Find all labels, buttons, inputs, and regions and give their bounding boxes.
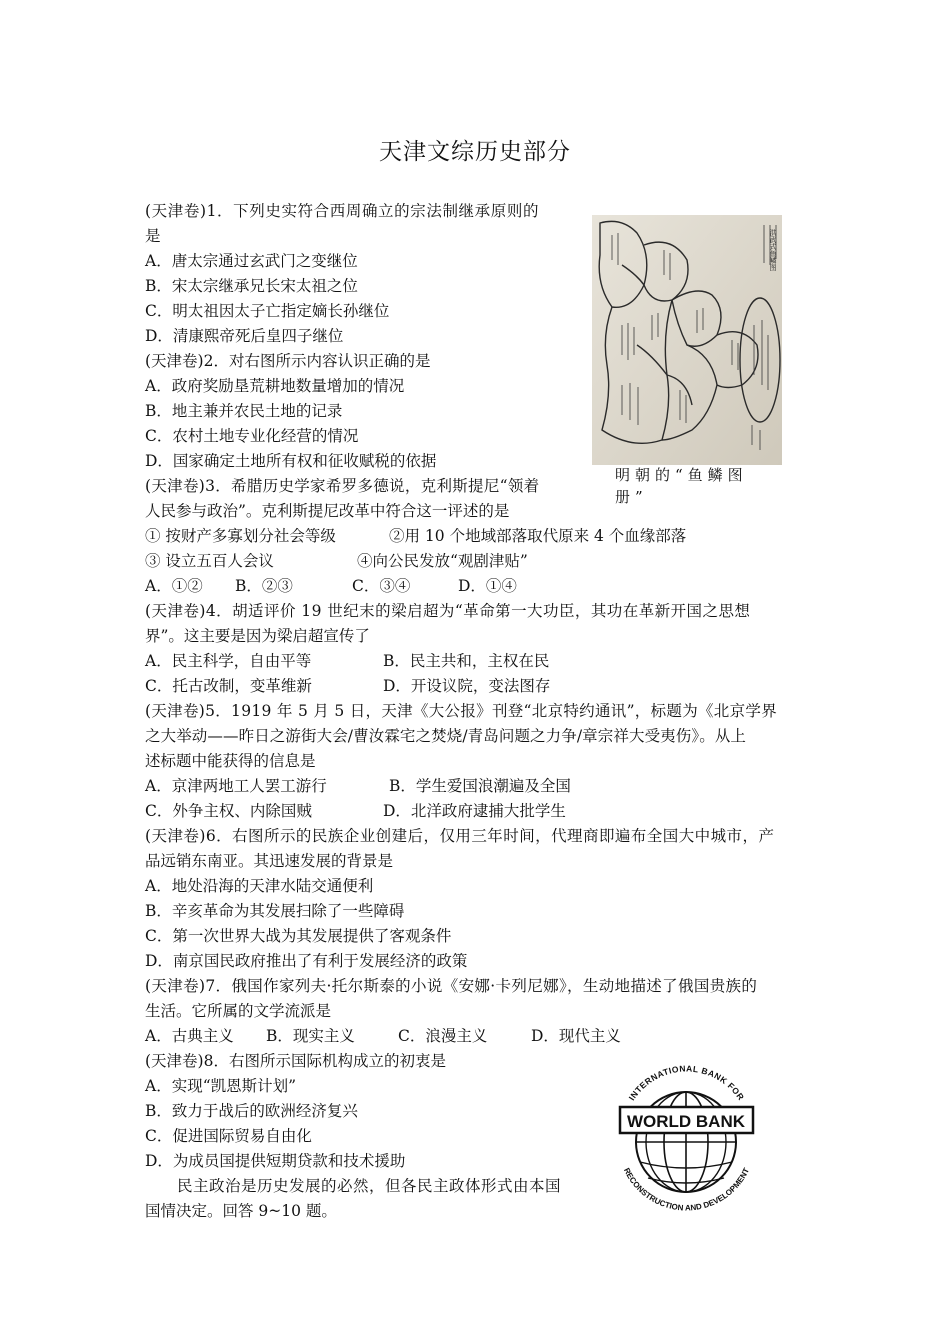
section-intro: 民主政治是历史发展的必然，但各民主政体形式由本国 bbox=[177, 1177, 562, 1195]
question-3-item-2: ②用 10 个地域部落取代原来 4 个血缘部落 bbox=[389, 527, 687, 545]
question-7-option-d: D．现代主义 bbox=[531, 1027, 621, 1045]
question-7-option-a: A．古典主义 bbox=[145, 1027, 234, 1045]
page-title: 天津文综历史部分 bbox=[379, 139, 571, 165]
question-3-option-b: B．②③ bbox=[235, 577, 293, 595]
question-2-option-b: B．地主兼并农民土地的记录 bbox=[145, 402, 343, 420]
question-5-stem: (天津卷)5．1919 年 5 月 5 日，天津《大公报》刊登“北京特约通讯”，标题为《北京学界 bbox=[145, 702, 778, 720]
question-4-option-d: D．开设议院，变法图存 bbox=[383, 677, 551, 695]
question-7-option-b: B．现实主义 bbox=[266, 1027, 355, 1045]
question-5-stem-cont-2: 述标题中能获得的信息是 bbox=[145, 752, 316, 770]
question-3-stem-cont: 人民参与政治”。克利斯提尼改革中符合这一评述的是 bbox=[145, 502, 510, 520]
question-5-stem-cont: 之大举动——昨日之游街大会/曹汝霖宅之焚烧/青岛问题之力争/章宗祥大受夷伤》。从上 bbox=[145, 727, 747, 745]
question-1-option-a: A．唐太宗通过玄武门之变继位 bbox=[145, 252, 358, 270]
question-1-option-b: B．宋太宗继承兄长宋太祖之位 bbox=[145, 277, 358, 295]
question-3-item-3: ③ 设立五百人会议 bbox=[145, 552, 274, 570]
question-6-option-d: D．南京国民政府推出了有利于发展经济的政策 bbox=[145, 952, 468, 970]
question-6-stem: (天津卷)6．右图所示的民族企业创建后，仅用三年时间，代理商即遍布全国大中城市，产 bbox=[145, 827, 775, 845]
question-1-option-c: C．明太祖因太子亡指定嫡长孙继位 bbox=[145, 302, 390, 320]
question-6-option-b: B．辛亥革命为其发展扫除了一些障碍 bbox=[145, 902, 405, 920]
question-8-option-a: A．实现“凯恩斯计划” bbox=[145, 1077, 297, 1095]
question-8-option-c: C．促进国际贸易自由化 bbox=[145, 1127, 312, 1145]
question-4-option-a: A．民主科学，自由平等 bbox=[145, 652, 312, 670]
question-6-stem-cont: 品远销东南亚。其迅速发展的背景是 bbox=[145, 852, 394, 870]
figure-1-caption: 明朝的“鱼鳞图册” bbox=[615, 466, 748, 506]
question-4-stem: (天津卷)4．胡适评价 19 世纪末的梁启超为“革命第一大功臣，其功在革新开国之思想 bbox=[145, 602, 751, 620]
question-6-option-c: C．第一次世界大战为其发展提供了客观条件 bbox=[145, 927, 452, 945]
question-1-option-d: D．清康熙帝死后皇四子继位 bbox=[145, 327, 344, 345]
question-1-stem-cont: 是 bbox=[145, 227, 161, 245]
question-2-option-a: A．政府奖励垦荒耕地数量增加的情况 bbox=[145, 377, 405, 395]
world-bank-ring-bottom-text: RECONSTRUCTION AND DEVELOPMENT bbox=[621, 1166, 752, 1212]
question-5-option-d: D．北洋政府逮捕大批学生 bbox=[383, 802, 566, 820]
question-7-stem: (天津卷)7．俄国作家列夫·托尔斯泰的小说《安娜·卡列尼娜》，生动地描述了俄国贵族的 bbox=[145, 977, 758, 995]
question-3-item-1: ① 按财产多寡划分社会等级 bbox=[145, 527, 336, 545]
question-8-stem: (天津卷)8．右图所示国际机构成立的初衷是 bbox=[145, 1052, 446, 1070]
question-3-item-4: ④向公民发放“观剧津贴” bbox=[357, 552, 528, 570]
question-5-option-a: A．京津两地工人罢工游行 bbox=[145, 777, 327, 795]
question-7-stem-cont: 生活。它所属的文学流派是 bbox=[145, 1002, 332, 1020]
question-3-option-a: A．①② bbox=[145, 577, 203, 595]
question-8-option-b: B．致力于战后的欧洲经济复兴 bbox=[145, 1102, 358, 1120]
world-bank-ring-top-text: INTERNATIONAL BANK FOR bbox=[626, 1063, 747, 1103]
question-2-option-d: D．国家确定土地所有权和征收赋税的依据 bbox=[145, 452, 437, 470]
question-1-stem: (天津卷)1．下列史实符合西周确立的宗法制继承原则的 bbox=[145, 202, 540, 220]
question-2-stem: (天津卷)2．对右图所示内容认识正确的是 bbox=[145, 352, 431, 370]
question-7-option-c: C．浪漫主义 bbox=[398, 1027, 488, 1045]
question-4-option-c: C．托古改制，变革维新 bbox=[145, 677, 312, 695]
question-6-option-a: A．地处沿海的天津水陆交通便利 bbox=[145, 877, 374, 895]
question-5-option-c: C．外争主权、内除国贼 bbox=[145, 802, 312, 820]
question-5-option-b: B．学生爱国浪潮遍及全国 bbox=[389, 777, 571, 795]
world-bank-wordmark: WORLD BANK bbox=[626, 1112, 746, 1131]
question-3-option-c: C．③④ bbox=[352, 577, 411, 595]
question-4-option-b: B．民主共和，主权在民 bbox=[383, 652, 550, 670]
fish-scale-register-inner-text: 洪武式鱼鳞图 bbox=[769, 229, 777, 271]
world-bank-logo-image bbox=[604, 1062, 769, 1212]
question-4-stem-cont: 界”。这主要是因为梁启超宣传了 bbox=[145, 627, 370, 645]
question-3-stem: (天津卷)3．希腊历史学家希罗多德说，克利斯提尼“领着 bbox=[145, 477, 540, 495]
question-3-option-d: D．①④ bbox=[458, 577, 517, 595]
fish-scale-register-image bbox=[592, 215, 782, 465]
section-intro-cont: 国情决定。回答 9~10 题。 bbox=[145, 1202, 337, 1220]
question-2-option-c: C．农村土地专业化经营的情况 bbox=[145, 427, 359, 445]
question-8-option-d: D．为成员国提供短期贷款和技术援助 bbox=[145, 1152, 406, 1170]
